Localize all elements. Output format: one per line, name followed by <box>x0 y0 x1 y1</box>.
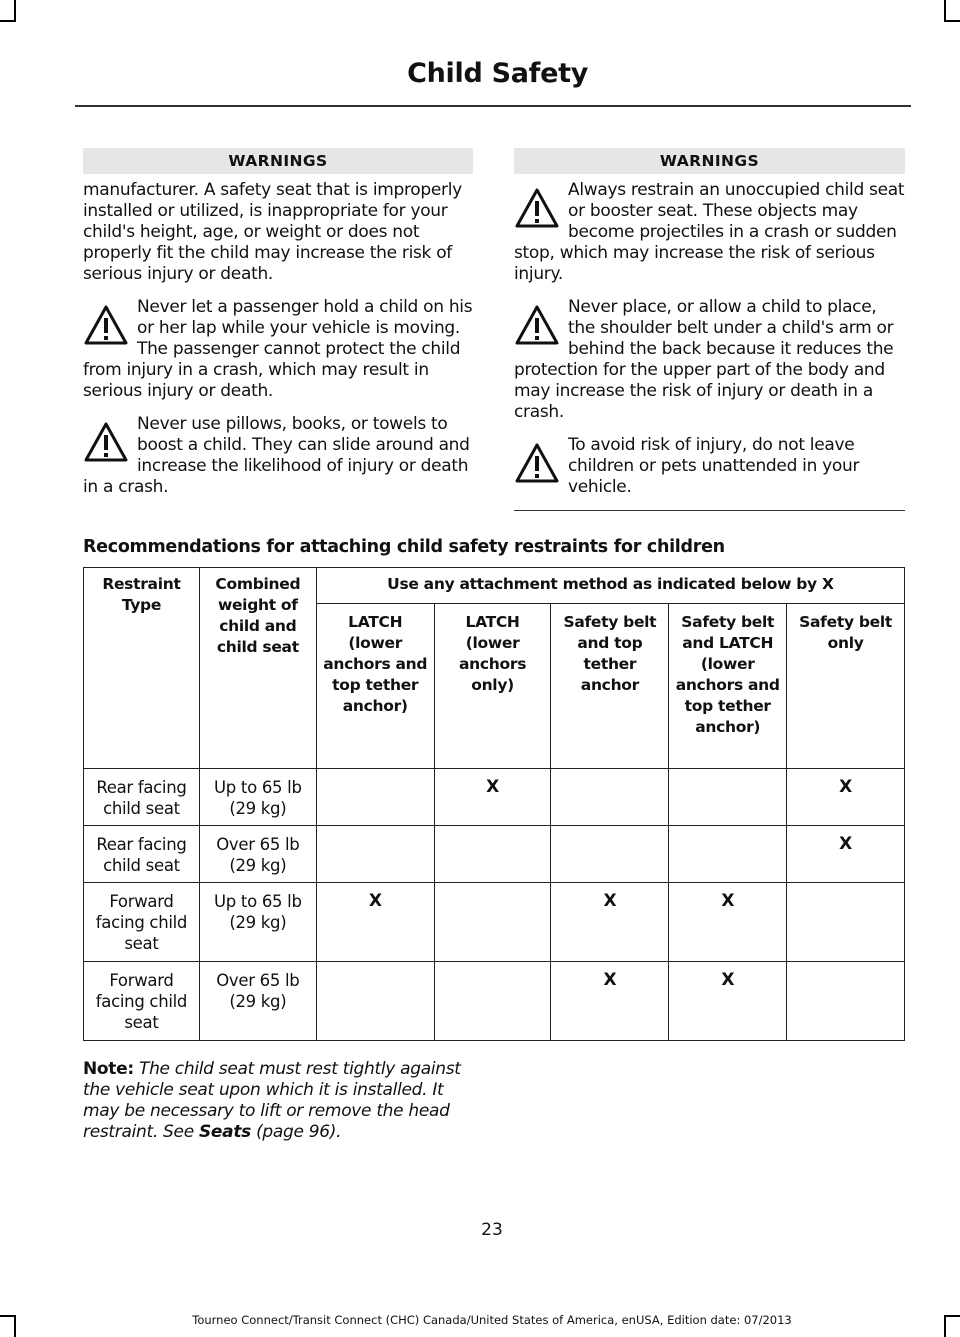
cell-mark <box>434 883 551 962</box>
crop-mark <box>14 0 16 22</box>
note-page-ref: (page 96). <box>250 1122 342 1142</box>
header-restraint-type: Restraint Type <box>84 568 200 769</box>
warning-item <box>514 297 905 423</box>
warning-text: Never let a passenger hold a child on his or her lap while your vehicle is moving. The passenger cannot protect the child from injury in a crash, which may result in serious injury or death. <box>83 297 473 401</box>
crop-mark <box>944 20 960 22</box>
table-row <box>84 883 905 962</box>
cell-weight: Up to 65 lb (29 kg) <box>199 769 316 826</box>
warning-triangle-icon <box>83 420 129 466</box>
warning-item <box>83 414 473 498</box>
cell-restraint-type: Forward facing child seat <box>84 962 200 1041</box>
table-row <box>84 769 905 826</box>
cell-mark: X <box>787 826 905 883</box>
warning-triangle-icon <box>514 441 560 487</box>
cell-mark <box>669 769 787 826</box>
header-method: LATCH (lower anchors and top tether anchor) <box>316 604 434 769</box>
page-title: Child Safety <box>407 58 588 89</box>
cell-mark <box>434 826 551 883</box>
footer-text: Tourneo Connect/Transit Connect (CHC) Canada/United States of America, enUSA, Edition date: 07/2013 <box>192 1313 792 1327</box>
header-divider <box>75 105 911 107</box>
restraint-table <box>83 567 905 1041</box>
warning-text: To avoid risk of injury, do not leave children or pets unattended in your vehicle. <box>568 435 860 497</box>
warning-item <box>514 180 905 285</box>
section-heading: Recommendations for attaching child safety restraints for children <box>83 537 725 557</box>
table-row <box>84 962 905 1041</box>
cell-mark: X <box>551 883 669 962</box>
header-attachment-methods: Use any attachment method as indicated below by X <box>316 568 904 604</box>
cell-restraint-type: Forward facing child seat <box>84 883 200 962</box>
table-row <box>84 826 905 883</box>
cell-mark <box>551 769 669 826</box>
note-paragraph <box>83 1059 475 1143</box>
header-method: Safety belt only <box>787 604 905 769</box>
cell-mark <box>316 962 434 1041</box>
warning-triangle-icon <box>83 303 129 349</box>
header-method: LATCH (lower anchors only) <box>434 604 551 769</box>
warnings-heading: WARNINGS <box>514 148 905 174</box>
cell-weight: Over 65 lb (29 kg) <box>199 826 316 883</box>
cell-mark: X <box>787 769 905 826</box>
warnings-heading: WARNINGS <box>83 148 473 174</box>
cell-restraint-type: Rear facing child seat <box>84 769 200 826</box>
warnings-end-rule <box>514 510 905 511</box>
crop-mark <box>0 20 16 22</box>
warning-text: Never place, or allow a child to place, the shoulder belt under a child's arm or behind the back because it reduces the protection for the upper part of the body and may increase the risk of injury or death in a crash. <box>514 297 894 422</box>
note-text: The child seat must rest tightly against the vehicle seat upon which it is installed. It may be necessary to lift or remove the head restraint. See <box>83 1059 461 1142</box>
cell-mark: X <box>669 962 787 1041</box>
cell-restraint-type: Rear facing child seat <box>84 826 200 883</box>
cell-weight: Over 65 lb (29 kg) <box>199 962 316 1041</box>
cell-mark: X <box>551 962 669 1041</box>
crop-mark <box>944 0 946 22</box>
warning-text: Never use pillows, books, or towels to boost a child. They can slide around and increase the likelihood of injury or death in a crash. <box>83 414 470 497</box>
cell-mark: X <box>669 883 787 962</box>
left-column <box>83 148 473 498</box>
warning-intro-text: manufacturer. A safety seat that is improperly installed or utilized, is inappropriate for your child's height, age, or weight or does not properly fit the child may increase the risk of serious injury or death. <box>83 180 462 284</box>
note-label: Note: <box>83 1059 134 1079</box>
right-column <box>514 148 905 511</box>
cell-mark <box>316 769 434 826</box>
warning-text: Always restrain an unoccupied child seat or booster seat. These objects may become projectiles in a crash or sudden stop, which may increase the risk of serious injury. <box>514 180 905 284</box>
cell-mark <box>551 826 669 883</box>
seats-link[interactable]: Seats <box>198 1122 251 1142</box>
header-method: Safety belt and top tether anchor <box>551 604 669 769</box>
cell-mark: X <box>434 769 551 826</box>
cell-mark <box>434 962 551 1041</box>
cell-mark: X <box>316 883 434 962</box>
cell-mark <box>669 826 787 883</box>
header-method: Safety belt and LATCH (lower anchors and top tether anchor) <box>669 604 787 769</box>
warning-triangle-icon <box>514 303 560 349</box>
cell-weight: Up to 65 lb (29 kg) <box>199 883 316 962</box>
warning-item <box>83 297 473 402</box>
cell-mark <box>316 826 434 883</box>
header-combined-weight: Combined weight of child and child seat <box>199 568 316 769</box>
warning-triangle-icon <box>514 186 560 232</box>
warning-item <box>514 435 905 498</box>
page-number: 23 <box>481 1220 503 1240</box>
cell-mark <box>787 883 905 962</box>
table-header-row <box>84 568 905 604</box>
cell-mark <box>787 962 905 1041</box>
